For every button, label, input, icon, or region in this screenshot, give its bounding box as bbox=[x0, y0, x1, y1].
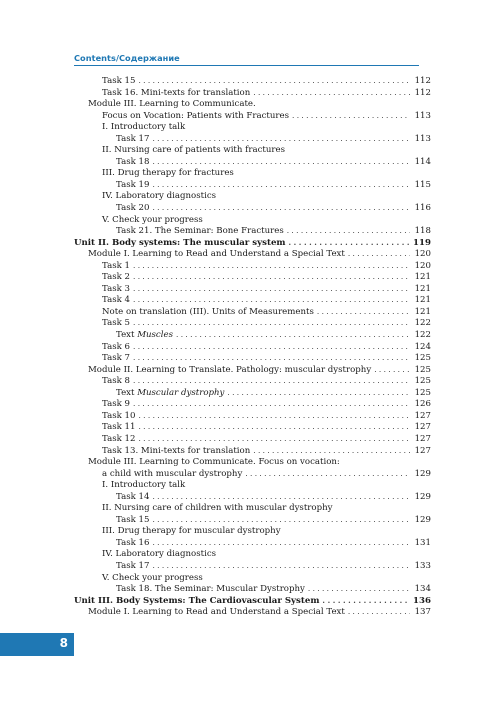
toc-entry[interactable] bbox=[74, 583, 431, 595]
toc-entry-page: 112 bbox=[414, 76, 431, 86]
toc-entry[interactable] bbox=[74, 110, 431, 122]
toc-entry-page: 127 bbox=[414, 410, 431, 421]
dot-leader bbox=[227, 387, 410, 399]
dot-leader bbox=[317, 306, 410, 318]
toc-entry-text: III. Drug therapy for muscular dystrophy bbox=[102, 526, 281, 537]
toc-entry-text: Module II. Learning to Translate. Pathology: muscular dystrophy bbox=[88, 364, 372, 375]
dot-leader bbox=[133, 271, 410, 283]
toc-entry-text: Task 11 bbox=[102, 422, 136, 433]
toc-entry[interactable] bbox=[74, 341, 431, 353]
toc-entry-page: 137 bbox=[414, 607, 431, 618]
toc-entry[interactable] bbox=[74, 237, 431, 249]
toc-entry[interactable] bbox=[74, 167, 431, 179]
toc-entry-page: 133 bbox=[414, 560, 431, 571]
dot-leader bbox=[152, 202, 410, 214]
dot-leader bbox=[287, 225, 410, 237]
toc-entry-page: 114 bbox=[414, 156, 431, 167]
toc-entry-page: 120 bbox=[414, 260, 431, 271]
toc-entry-text: Task 8 bbox=[102, 376, 131, 387]
dot-leader bbox=[133, 317, 410, 329]
dot-leader bbox=[133, 352, 410, 364]
toc-entry-text: Module III. Learning to Communicate. bbox=[88, 99, 256, 110]
toc-entry[interactable] bbox=[74, 364, 431, 376]
dot-leader bbox=[253, 87, 410, 99]
toc-entry[interactable] bbox=[74, 202, 431, 214]
toc-entry[interactable] bbox=[74, 98, 431, 110]
toc-entry-page: 121 bbox=[414, 283, 431, 294]
toc-entry[interactable] bbox=[74, 537, 431, 549]
toc-entry-text: Task 7 bbox=[102, 353, 131, 364]
table-of-contents bbox=[74, 75, 431, 618]
toc-entry[interactable] bbox=[74, 375, 431, 387]
dot-leader bbox=[176, 329, 410, 341]
dot-leader bbox=[152, 537, 410, 549]
toc-entry-text: III. Drug therapy for fractures bbox=[102, 168, 234, 179]
toc-entry[interactable] bbox=[74, 260, 431, 272]
toc-entry-page: 127 bbox=[414, 433, 431, 444]
toc-entry-page: 131 bbox=[414, 537, 431, 548]
toc-entry-italic-text: Muscles bbox=[137, 330, 173, 341]
toc-entry-text: Task 21. The Seminar: Bone Fractures bbox=[116, 226, 284, 237]
dot-leader bbox=[348, 606, 410, 618]
dot-leader bbox=[152, 514, 410, 526]
toc-entry-text: Task 16 bbox=[116, 537, 150, 548]
toc-entry[interactable] bbox=[74, 190, 431, 202]
dot-leader bbox=[322, 595, 410, 607]
toc-entry[interactable] bbox=[74, 398, 431, 410]
toc-entry[interactable] bbox=[74, 214, 431, 226]
toc-entry[interactable] bbox=[74, 595, 431, 607]
toc-entry[interactable] bbox=[74, 283, 431, 295]
toc-entry-text: Task 15 bbox=[116, 514, 150, 525]
toc-entry-text: Task 1 bbox=[102, 260, 131, 271]
dot-leader bbox=[133, 283, 410, 295]
dot-leader bbox=[308, 583, 410, 595]
toc-entry-text: V. Check your progress bbox=[102, 572, 203, 583]
dot-leader bbox=[245, 468, 410, 480]
toc-entry-text: Task 19 bbox=[116, 179, 150, 190]
dot-leader bbox=[138, 421, 410, 433]
toc-entry[interactable] bbox=[74, 468, 431, 480]
toc-entry[interactable] bbox=[74, 514, 431, 526]
toc-entry[interactable] bbox=[74, 491, 431, 503]
dot-leader bbox=[133, 398, 410, 410]
toc-entry-text: Task 6 bbox=[102, 341, 131, 352]
dot-leader bbox=[152, 179, 410, 191]
toc-entry-text: Task 12 bbox=[102, 433, 136, 444]
header-divider bbox=[74, 65, 419, 66]
dot-leader bbox=[152, 491, 410, 503]
toc-entry[interactable] bbox=[74, 502, 431, 514]
toc-entry-page: 122 bbox=[414, 330, 431, 341]
page-number: 8 bbox=[59, 636, 68, 650]
toc-entry[interactable] bbox=[74, 317, 431, 329]
toc-entry-text: Task 17 bbox=[116, 133, 150, 144]
toc-entry-text: IV. Laboratory diagnostics bbox=[102, 191, 217, 202]
toc-entry-text: Focus on Vocation: Patients with Fractures bbox=[102, 110, 290, 121]
dot-leader bbox=[152, 560, 410, 572]
toc-entry-page: 125 bbox=[414, 387, 431, 398]
toc-entry-page: 112 bbox=[414, 87, 431, 98]
toc-entry-text: Task 5 bbox=[102, 318, 131, 329]
toc-entry-text: IV. Laboratory diagnostics bbox=[102, 549, 217, 560]
toc-entry-page: 121 bbox=[414, 295, 431, 306]
toc-entry-page: 113 bbox=[414, 133, 431, 144]
toc-entry[interactable] bbox=[74, 225, 431, 237]
dot-leader bbox=[138, 433, 410, 445]
toc-entry[interactable] bbox=[74, 271, 431, 283]
toc-entry-text: Text bbox=[116, 387, 138, 398]
toc-entry[interactable] bbox=[74, 525, 431, 537]
toc-entry-text: Text bbox=[116, 330, 138, 341]
page-header-title: Contents/Содержание bbox=[74, 53, 180, 63]
toc-entry[interactable] bbox=[74, 248, 431, 260]
dot-leader bbox=[133, 375, 410, 387]
toc-entry[interactable] bbox=[74, 410, 431, 422]
toc-entry[interactable] bbox=[74, 445, 431, 457]
toc-entry-page: 125 bbox=[414, 376, 431, 387]
dot-leader bbox=[152, 156, 410, 168]
dot-leader bbox=[348, 248, 410, 260]
dot-leader bbox=[292, 110, 410, 122]
toc-entry-text: Task 3 bbox=[102, 283, 131, 294]
toc-entry[interactable] bbox=[74, 294, 431, 306]
toc-entry-page: 134 bbox=[414, 584, 431, 595]
toc-entry[interactable] bbox=[74, 560, 431, 572]
toc-entry-page: 127 bbox=[414, 445, 431, 456]
toc-entry[interactable] bbox=[74, 606, 431, 618]
toc-entry[interactable] bbox=[74, 156, 431, 168]
toc-entry-text: Task 20 bbox=[116, 203, 150, 214]
toc-entry-text: Task 13. Mini-texts for translation bbox=[102, 445, 251, 456]
dot-leader bbox=[133, 294, 410, 306]
toc-entry-text: Task 2 bbox=[102, 272, 131, 283]
toc-entry[interactable] bbox=[74, 133, 431, 145]
dot-leader bbox=[152, 133, 410, 145]
toc-entry-text: I. Introductory talk bbox=[102, 480, 186, 491]
toc-entry-text: II. Nursing care of patients with fractures bbox=[102, 145, 285, 156]
toc-entry-page: 136 bbox=[413, 595, 431, 606]
toc-entry-page: 121 bbox=[414, 272, 431, 283]
toc-entry[interactable] bbox=[74, 179, 431, 191]
toc-entry-page: 121 bbox=[414, 306, 431, 317]
toc-entry-page: 125 bbox=[414, 353, 431, 364]
toc-entry-text: Task 16. Mini-texts for translation bbox=[102, 87, 251, 98]
dot-leader bbox=[374, 364, 410, 376]
toc-entry-page: 115 bbox=[414, 179, 431, 190]
toc-entry[interactable] bbox=[74, 479, 431, 491]
toc-entry-text: Task 17 bbox=[116, 560, 150, 571]
dot-leader bbox=[138, 410, 410, 422]
page-number-tab bbox=[0, 633, 74, 656]
toc-entry-text: Task 9 bbox=[102, 399, 131, 410]
toc-entry-page: 122 bbox=[414, 318, 431, 329]
toc-entry-page: 129 bbox=[414, 491, 431, 502]
toc-entry-page: 124 bbox=[414, 341, 431, 352]
toc-entry-page: 120 bbox=[414, 249, 431, 260]
toc-entry-page: 126 bbox=[414, 399, 431, 410]
toc-entry-text: Module III. Learning to Communicate. Focus on vocation: bbox=[88, 457, 340, 468]
toc-entry-text: a child with muscular dystrophy bbox=[102, 468, 243, 479]
toc-entry-text: Task 10 bbox=[102, 410, 136, 421]
toc-entry-text: II. Nursing care of children with muscular dystrophy bbox=[102, 503, 333, 514]
toc-entry-text: I. Introductory talk bbox=[102, 122, 186, 133]
toc-entry-text: Unit III. Body Systems: The Cardiovascular System bbox=[74, 595, 320, 606]
toc-entry[interactable] bbox=[74, 352, 431, 364]
toc-entry-italic-text: Muscular dystrophy bbox=[137, 387, 225, 398]
toc-entry-text: Task 14 bbox=[116, 491, 150, 502]
toc-entry-page: 113 bbox=[414, 110, 431, 121]
toc-entry[interactable] bbox=[74, 548, 431, 560]
toc-entry-text: Unit II. Body systems: The muscular system bbox=[74, 237, 286, 248]
toc-entry-text: Module I. Learning to Read and Understand a Special Text bbox=[88, 607, 345, 618]
toc-entry-page: 129 bbox=[414, 514, 431, 525]
toc-entry[interactable] bbox=[74, 572, 431, 584]
toc-entry-text: Task 15 bbox=[102, 76, 136, 86]
toc-entry-text: Note on translation (III). Units of Measurements bbox=[102, 306, 314, 317]
toc-entry[interactable] bbox=[74, 421, 431, 433]
dot-leader bbox=[253, 445, 410, 457]
toc-entry-page: 119 bbox=[413, 237, 431, 248]
dot-leader bbox=[289, 237, 411, 249]
toc-entry[interactable] bbox=[74, 121, 431, 133]
toc-entry-text: Task 18 bbox=[116, 156, 150, 167]
dot-leader bbox=[133, 341, 410, 353]
dot-leader bbox=[133, 260, 410, 272]
toc-entry-page: 125 bbox=[414, 364, 431, 375]
toc-entry-title bbox=[88, 607, 345, 619]
toc-entry-page: 116 bbox=[414, 203, 431, 214]
toc-entry[interactable] bbox=[74, 387, 431, 399]
toc-entry-text: V. Check your progress bbox=[102, 214, 203, 225]
dot-leader bbox=[138, 75, 410, 87]
toc-entry[interactable] bbox=[74, 456, 431, 468]
toc-entry-text: Module I. Learning to Read and Understand a Special Text bbox=[88, 249, 345, 260]
toc-entry-page: 118 bbox=[414, 226, 431, 237]
toc-entry-text: Task 4 bbox=[102, 295, 131, 306]
toc-entry-text: Task 18. The Seminar: Muscular Dystrophy bbox=[116, 584, 305, 595]
toc-entry-page: 129 bbox=[414, 468, 431, 479]
toc-entry-page: 127 bbox=[414, 422, 431, 433]
toc-entry[interactable] bbox=[74, 433, 431, 445]
toc-entry[interactable] bbox=[74, 306, 431, 318]
toc-entry[interactable] bbox=[74, 329, 431, 341]
toc-entry[interactable] bbox=[74, 87, 431, 99]
toc-entry[interactable] bbox=[74, 144, 431, 156]
toc-entry[interactable] bbox=[74, 75, 431, 87]
